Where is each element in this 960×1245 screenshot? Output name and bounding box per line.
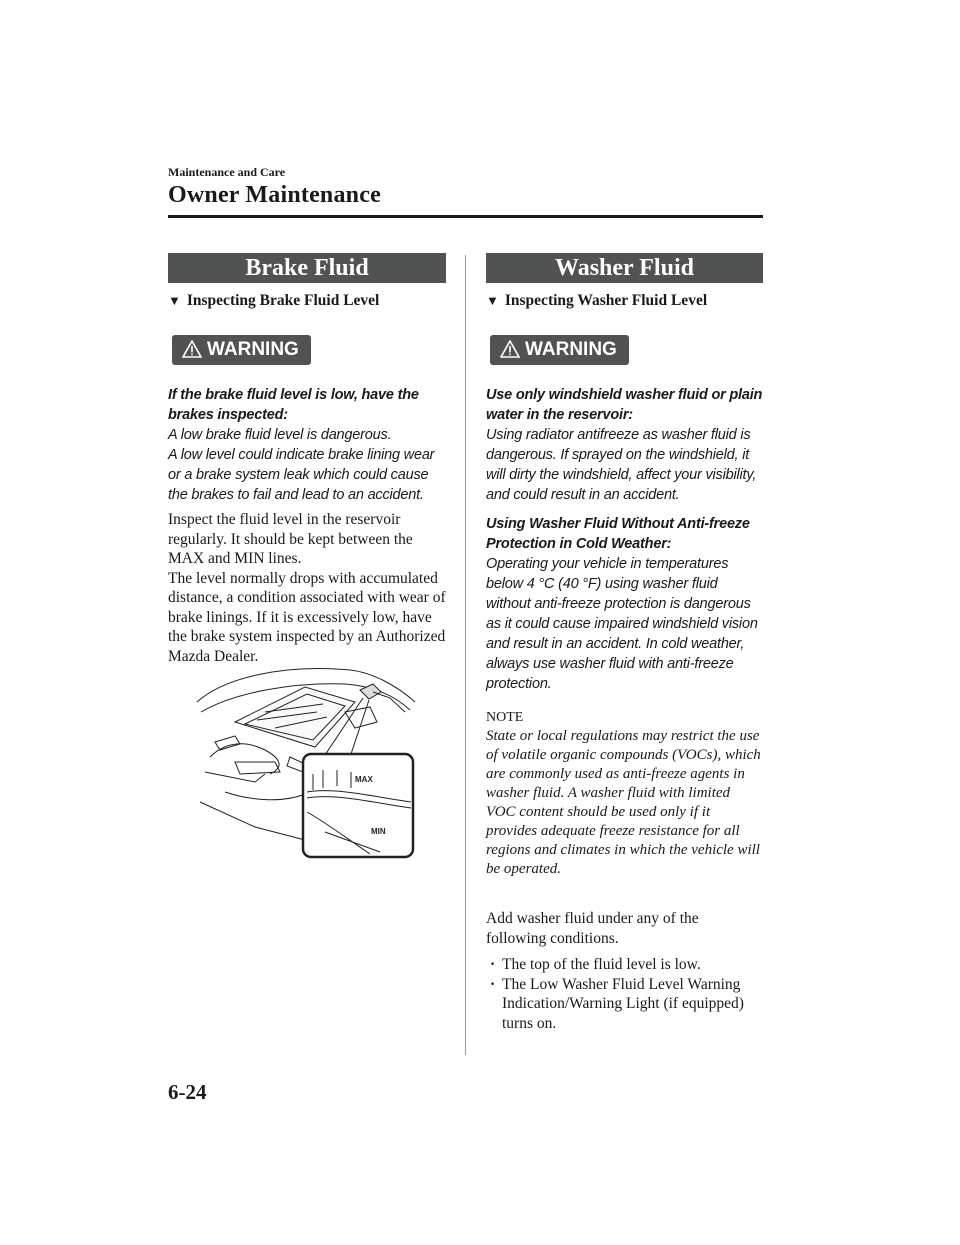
list-item: · The top of the fluid level is low. <box>490 955 762 975</box>
list-item: · The Low Washer Fluid Level Warning Indication/Warning Light (if equipped) turns on. <box>490 975 762 1034</box>
washer-warning-2 <box>486 514 764 694</box>
header-divider <box>168 215 763 218</box>
note-text: State or local regulations may restrict the use of volatile organic compounds (VOCs), which are commonly used as anti-freeze agents in washer fluid. A washer fluid with limited VOC content should be used only if it provides adequate freeze resistance for all regions and climates in which the vehicle will be operated. <box>486 728 761 877</box>
note-label: NOTE <box>486 710 524 725</box>
chapter-title: Owner Maintenance <box>168 182 381 208</box>
brake-warning-line: A low level could indicate brake lining wear or a brake system leak which could cause the brakes to fail and lead to an accident. <box>168 447 435 503</box>
brake-fluid-banner: Brake Fluid <box>168 253 446 283</box>
washer-subheading-text: Inspecting Washer Fluid Level <box>504 292 708 309</box>
brake-warning-label: WARNING <box>207 339 299 360</box>
brake-body-paragraph: Inspect the fluid level in the reservoir regularly. It should be kept between the MAX and MIN lines. <box>168 511 413 567</box>
section-label: Maintenance and Care <box>168 165 286 179</box>
washer-warning-1-title: Use only windshield washer fluid or plain water in the reservoir: <box>486 387 763 423</box>
washer-intro: Add washer fluid under any of the following conditions. <box>486 910 699 947</box>
washer-subheading <box>486 292 707 310</box>
warning-triangle-icon <box>500 340 520 358</box>
brake-subheading <box>168 292 379 310</box>
min-line-label: MIN <box>371 827 386 836</box>
brake-body-paragraph: The level normally drops with accumulated distance, a condition associated with wear of brake linings. If it is excessively low, have the brake system inspected by an Authorized Mazda Dealer. <box>168 569 446 665</box>
washer-warning-1 <box>486 385 764 505</box>
washer-warning-2-title: Using Washer Fluid Without Anti-freeze Protection in Cold Weather: <box>486 516 750 552</box>
brake-warning-title: If the brake fluid level is low, have the brakes inspected: <box>168 387 419 423</box>
engine-bay-illustration <box>195 662 420 862</box>
max-line-label: MAX <box>355 775 373 784</box>
warning-triangle-icon <box>182 340 202 358</box>
washer-warning-badge <box>490 335 629 365</box>
triangle-down-icon: ▼ <box>486 293 499 308</box>
brake-warning-text <box>168 385 448 505</box>
page-number: 6-24 <box>168 1080 207 1104</box>
column-divider <box>465 255 466 1055</box>
washer-warning-2-text: Operating your vehicle in temperatures below 4 °C (40 °F) using washer fluid without anti-freeze protection is dangerous as it could cause impaired windshield vision and result in an accident. In cold weather, always use washer fluid with anti-freeze protection. <box>486 556 758 692</box>
washer-fluid-banner: Washer Fluid <box>486 253 763 283</box>
brake-warning-badge <box>172 335 311 365</box>
brake-body <box>168 510 450 666</box>
brake-warning-line: A low brake fluid level is dangerous. <box>168 427 392 443</box>
triangle-down-icon: ▼ <box>168 293 181 308</box>
washer-conditions-list <box>490 955 762 1033</box>
washer-warning-1-text: Using radiator antifreeze as washer fluid is dangerous. If sprayed on the windshield, it will dirty the windshield, affect your visibility, and could result in an accident. <box>486 427 757 503</box>
washer-warning-label: WARNING <box>525 339 617 360</box>
washer-note <box>486 708 762 879</box>
brake-subheading-text: Inspecting Brake Fluid Level <box>186 292 380 309</box>
